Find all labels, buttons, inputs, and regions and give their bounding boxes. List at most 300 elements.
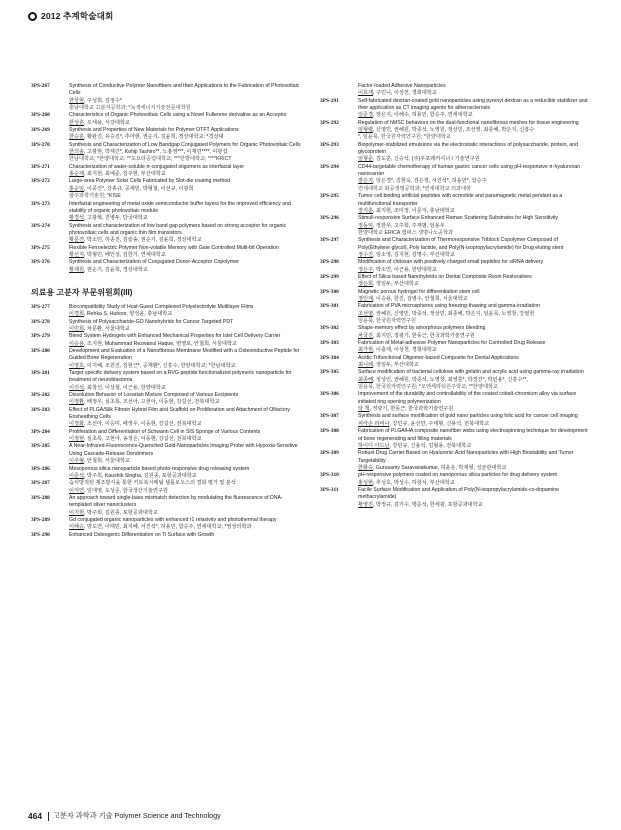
poster-code: 3PS-301 <box>320 303 339 310</box>
presenter-name: 조선영 <box>358 310 374 317</box>
poster-entry <box>320 391 590 413</box>
coauthors: , 신영민, 권혜원, 박종석, 노영원, 정상민, 조선영, 최종해, 박은지, 신흥수 <box>373 127 535 134</box>
coauthors: , 정임두, 부산대학교 <box>373 281 419 288</box>
poster-code: 3PS-308 <box>320 428 339 435</box>
presenter-name: 황재원 <box>69 266 85 273</box>
poster-code: 3PS-294 <box>320 163 339 170</box>
right-column <box>320 83 590 509</box>
poster-code: 3PS-280 <box>31 348 50 354</box>
entry-title: 습식방적된 제조방식을 통한 키토복시메틸 셀룰로오스의 결화 평가 및 분석 <box>69 480 236 487</box>
entry-body <box>69 370 301 392</box>
entry-body <box>69 495 301 517</box>
coauthors: , 고광혁, 진병두, 단국대학교 <box>84 215 148 222</box>
poster-entry <box>31 407 301 429</box>
coauthors: , 정상민, 권혜원, 박종석, 노영창, 최영훈*, 박경진*, 박민용*, 신흥수**, <box>373 376 528 383</box>
coauthors: , 박주희, Kaushik Singha, 김원종, 포항공과대학교 <box>84 472 197 479</box>
poster-entry <box>31 333 301 348</box>
poster-code: 3PS-303 <box>320 340 339 347</box>
entry-body <box>358 193 590 215</box>
coauthors: , 이승용, 한진, 김병수, 안철희, 서울대학교 <box>373 295 468 302</box>
entry-body <box>69 112 301 127</box>
poster-entry <box>320 487 590 509</box>
poster-entry <box>31 348 301 370</box>
poster-code: 3PS-291 <box>320 97 339 104</box>
journal-name: 고분자 과학과 기술 Polymer Science and Technology <box>52 811 221 820</box>
entry-title: Synthesis and Characterization of Conjugated Donor-Acceptor Copolymer <box>69 259 239 266</box>
coauthors: , 최지현, 조미정, 이문지, 충남대학교 <box>373 207 455 214</box>
poster-entry <box>31 142 301 164</box>
entry-body <box>69 223 301 245</box>
entry-body <box>358 391 590 413</box>
entry-continuation <box>320 83 590 98</box>
entry-authors <box>358 252 590 259</box>
coauthors: , 주성희, 김정수* <box>84 97 122 104</box>
entry-authors <box>69 510 301 517</box>
entry-continuation-authors <box>358 90 590 97</box>
poster-entry <box>31 83 301 112</box>
poster-entry <box>320 142 590 164</box>
entry-authors <box>69 363 301 370</box>
entry-body <box>69 392 301 407</box>
entry-body <box>69 429 301 444</box>
entry-body <box>69 178 301 200</box>
coauthors: , Gurusamy Saravanakumar, 허윤운, 박재형, 성균관대학교 <box>373 464 507 471</box>
entry-authors <box>69 215 301 222</box>
footer-divider <box>48 812 49 821</box>
poster-entry <box>31 164 301 179</box>
entry-body <box>69 517 301 532</box>
coauthors: , 임은경*, 김현욱, 김은정, 서진석*, 허용민*, 함승주 <box>373 178 487 185</box>
presenter-name: 한상현 <box>69 97 85 104</box>
entry-authors <box>69 252 301 259</box>
coauthors: , 임소영, 김지현, 김명수, 부산대학교 <box>373 251 455 258</box>
presenter-name: 정인재 <box>358 295 374 302</box>
entry-authors <box>358 465 590 472</box>
entry-title: Blend System Hydrogels with Enhanced Mechanical Properties for Islet Cell Delivery Carrier <box>69 333 281 340</box>
coauthors: , 박소연, 이근용, 한양대학교 <box>373 266 437 273</box>
presenter-name: 정수진 <box>358 251 374 258</box>
poster-entry <box>320 340 590 355</box>
presenter-name: 장지훈 <box>358 207 374 214</box>
poster-entry <box>320 259 590 274</box>
entry-authors <box>358 311 590 318</box>
entry-authors <box>69 436 301 443</box>
entry-authors <box>69 421 301 428</box>
entry-body <box>69 142 301 164</box>
entry-affiliation: 한남대학교; *한양대학교; **도요타공업대학교; ***한밭대학교; ****KRICT <box>69 156 232 163</box>
entry-authors <box>69 171 301 178</box>
coauthors: , 임대영, 도성준, 한국생산기술연구원 <box>84 487 168 494</box>
entry-affiliation: 광주과학기술원; *KISE <box>69 193 121 200</box>
entry-body <box>358 450 590 472</box>
poster-code: 3PS-295 <box>320 193 339 200</box>
entry-title: Characterization of water-soluble π-conjugated oligomers as interfacial layer <box>69 163 245 170</box>
entry-title: Flexible Ferroelectric Polymer Non-volatile Memory with Gate Controlled Multi-bit Operation <box>69 244 279 251</box>
entry-title: Synthesis and Characterization of Low Bandgap Conjugated Polymers for Organic Photovoltaic Cells <box>69 141 301 148</box>
presenter-name: 이지현 <box>69 509 85 516</box>
poster-entry <box>320 413 590 428</box>
poster-code: 3PS-296 <box>320 215 339 222</box>
entry-body <box>358 259 590 274</box>
page-number: 464 <box>28 811 42 821</box>
entry-title: Biocompatibility Study of Host-Guest Complexed Polyelectrolyte Multilayer Films <box>69 303 254 310</box>
presenter-name: 최가현 <box>358 347 374 354</box>
entry-title: Target specific delivery system based on a RVG peptide functionalized polymeric nanoparticle for treatment of neuroblastoma <box>69 370 292 384</box>
entry-body <box>69 201 301 223</box>
poster-code: 3PS-285 <box>31 443 50 450</box>
presenter-name: 이의석 <box>69 384 85 391</box>
coauthors: , 박형민, 배인성, 김한기, 연세대학교 <box>84 251 166 258</box>
entry-body <box>358 472 590 487</box>
coauthors: , 이종진*, 강총규, 공재민, 박형철, 이선규, 이광희 <box>84 185 194 192</box>
entry-affiliation: 한양대학교 ERICA 캠퍼스 생명나노공학과 <box>358 229 454 236</box>
coauthors: , 박주희, 김원종, 포항공과대학교 <box>84 509 158 516</box>
poster-entry <box>320 164 590 193</box>
poster-code: 3PS-279 <box>31 333 50 340</box>
entry-body <box>69 259 301 274</box>
entry-title: Synthesis and Characterization of Thermoresponsive Triblock Copolymer Composed of Poly(Ethylene glycol), Poly lactide, and Poly(N-isopropylacrylamide) for Drug eluting stent <box>358 237 564 251</box>
presenter-name: 홍순재 <box>69 171 85 178</box>
left-column <box>31 83 301 539</box>
poster-entry <box>320 215 590 237</box>
coauthors: , 배정우, 심초록, 조선아, 고현아, 이동현, 강길선, 전북대학교 <box>84 399 220 406</box>
entry-body <box>358 289 590 304</box>
entry-title: Fabrication of PVA microspheres using freezing-thawing and gamma-irradiation <box>358 303 540 310</box>
coauthors: , 최창선, 이상철, 이근용, 한양대학교 <box>84 384 166 391</box>
entry-authors <box>69 98 301 105</box>
entry-affiliation: 임윤묵, 한국원자력연구원; *오엔세라티원주학교; **한양대학교 <box>358 384 498 391</box>
entry-title: Interfacial engineering of metal oxide semiconductor buffer layers for the improved efficiency and stability of organic photovoltaic module <box>69 200 291 214</box>
coauthors: , 이지혜, 조원진, 김현근*, 공재환*, 신흥수, 한양대학교; *한남대학교 <box>84 362 236 369</box>
entry-body <box>358 355 590 370</box>
presenter-name: 정은주 <box>358 266 374 273</box>
entry-title: Facile Surface Modification and Application of Poly(N-isopropylacrylamide-co-dopamine methacrylamide) <box>358 486 559 501</box>
entry-authors <box>358 156 590 163</box>
entry-affiliation: *, 임윤묵, 한국원자력연구원; *한양대학교 <box>358 134 451 141</box>
poster-code: 3PS-268 <box>31 112 50 119</box>
entry-title: Biopolymer-stabilized emulsions via the electrostatic interactions of polysaccharide, protein, and glycoprotein <box>358 141 579 156</box>
entry-authors <box>358 178 590 185</box>
poster-code: 3PS-276 <box>31 259 50 266</box>
entry-authors <box>358 362 590 369</box>
entry-authors <box>358 406 590 413</box>
poster-entry <box>31 201 301 223</box>
entry-title: Tumor cell binding artificial peptides with ocreotide and paramagnetic metal pendant as a multifunctional transporter <box>358 193 563 207</box>
coauthors: , 최지민, 정광기, 한동근, 한국과학기술연구원 <box>373 332 475 339</box>
poster-code: 3PS-297 <box>320 237 339 244</box>
entry-title: Synthesis of Polysaccharide-GO Nanohybrids for Cancer Targeted PDT <box>69 318 234 325</box>
entry-authors <box>69 488 301 495</box>
presenter-name: 임형렬 <box>358 127 374 134</box>
poster-entry <box>31 304 301 319</box>
entry-authors <box>69 385 301 392</box>
presenter-name: 탁 책 <box>358 406 370 413</box>
coauthors: , 고광현, 박재건*, Kohiji Tashiro**, 노홍영***, 이재민****, 이광섭 <box>84 149 228 156</box>
poster-entry <box>320 237 590 259</box>
poster-entry <box>31 517 301 532</box>
entry-authors <box>69 458 301 465</box>
presenter-name: 황선지 <box>69 251 85 258</box>
entry-body <box>69 164 301 179</box>
coauthors: , 안철희, 서울대학교 <box>84 458 130 465</box>
poster-code: 3PS-288 <box>31 494 50 501</box>
poster-code: 3PS-282 <box>31 392 50 399</box>
poster-code: 3PS-274 <box>31 222 50 229</box>
entry-title: Proliferation and Differentiation of Schwann Cell in SIS Sponge of Various Contents <box>69 428 261 435</box>
presenter-name: 이영호 <box>69 362 85 369</box>
poster-code: 3PS-286 <box>31 465 50 472</box>
coauthors: , 강민규, 윤선민, 구태형, 신용석, 전북대학교 <box>389 420 490 427</box>
poster-entry <box>31 466 301 481</box>
coauthors: , 조선아, 이응미, 배정우, 이동현, 강길선, 전북대학교 <box>84 421 202 428</box>
poster-entry <box>320 193 590 215</box>
entry-title: Effect of Silica based Nanohybrids on Dental Composite Resin Restoratives <box>358 273 532 280</box>
presenter-name: 홍순일 <box>69 185 85 192</box>
entry-authors <box>358 333 590 340</box>
entry-title: Modification of chitosan with positively charged small peptides for siRNA delivery <box>358 259 544 266</box>
entry-body <box>358 413 590 428</box>
poster-code: 3PS-289 <box>31 516 50 523</box>
coauthors: , 방도연, 이태민, 최지혜, 서진석*, 허용민, 함승주, 연세대학교; *영상의학과 <box>84 524 252 531</box>
entry-title: Regulation of hMSC behaviors on the dual-functional nanofibrous meshes for tissue engineering <box>358 119 579 126</box>
entry-authors <box>69 120 301 127</box>
poster-code: 3PS-267 <box>31 83 50 89</box>
coauthors: , 강민규, 신용석, 김형용, 전북대학교 <box>389 442 472 449</box>
presenter-name: 이주형 <box>69 458 85 465</box>
presenter-name: 하이디 아드난 <box>358 442 390 449</box>
entry-affiliation: 임윤묵, 한국원자력연구원 <box>358 318 417 324</box>
entry-body <box>69 83 301 112</box>
presenter-name: 차국진 <box>358 332 374 339</box>
presenter-name: 임준경 <box>358 112 374 119</box>
entry-title: Characteristics of Organic Photovoltaic Cells using a Novel Fullerene derivative as an Acceptor <box>69 112 287 119</box>
coauthors: , 차문환, 서울대학교 <box>84 325 130 332</box>
entry-title: Robust Drug Carrier Based on Hyaluronic Acid Nanoparticles with High Biostability and Tumor Targetability <box>358 450 574 464</box>
entry-authors <box>69 311 301 318</box>
poster-code: 3PS-290 <box>31 531 50 538</box>
poster-entry <box>320 325 590 340</box>
entry-body <box>69 319 301 334</box>
poster-entry <box>320 450 590 472</box>
entry-affiliation: 연세대학교 화공생명공학과; *연세대학교 의과대학 <box>358 185 472 192</box>
entry-title: Synthesis of Conductive Polymer Nanofibers and their Applications to the Fabrication of Photovoltaic Cells <box>69 83 300 97</box>
entry-title: Dissolution Behavior of Losartan Mixture Composed of Various Excipients <box>69 392 239 399</box>
poster-entry <box>31 223 301 245</box>
entry-list-left-part2 <box>31 304 301 539</box>
entry-authors <box>69 326 301 333</box>
presenter-name: 이민희 <box>69 325 85 332</box>
entry-authors <box>358 223 590 230</box>
entry-title: Gd conjugated organic nanoparticles with enhanced r1 relaxivity and photothermal therapy <box>69 516 277 523</box>
coauthors: , 정임두, 부산대학교 <box>373 362 419 369</box>
presenter-name: 장은지 <box>358 178 374 185</box>
entry-title: Synthesis and Properties of New Materials for Polymer OTFT Applications <box>69 127 239 134</box>
entry-body <box>69 333 301 348</box>
entry-authors <box>358 502 590 509</box>
entry-title: Surface modification of bacterial cellulose with gelatin and acrylic acid using gamma-ray irradiation <box>358 369 584 376</box>
entry-title: Mesoporous silica nanoparticle based photo-responsive drug releasing system <box>69 465 250 472</box>
coauthors: , 권순기, 김윤희, 경상대학교 <box>84 266 148 273</box>
poster-code: 3PS-293 <box>320 141 339 148</box>
entry-title: Magnetic porous hydrogel for differentiation stem cell <box>358 288 480 295</box>
entry-title: Large-area Polymer Solar Cells Fabricated by Slot-die coating method <box>69 178 231 185</box>
presenter-name: 정동익 <box>358 222 374 229</box>
poster-entry <box>320 274 590 289</box>
poster-entry <box>31 112 301 127</box>
section-title: 의료용 고분자 부문위원회(III) <box>31 287 133 297</box>
poster-entry <box>31 429 301 444</box>
entry-title: Self-fabricated dextran-coated gold nanoparticles using pyrenyl dextran as a reducible stabilizer and their application as CT imaging agents for atherosclerosis <box>358 97 588 112</box>
entry-title: Improvement of the durability and controllability of the coated cobalt-chromium alloy via surface initiated ring opening polymerization <box>358 391 577 405</box>
entry-body <box>69 407 301 429</box>
poster-code: 3PS-292 <box>320 119 339 126</box>
poster-code: 3PS-299 <box>320 273 339 280</box>
poster-code: 3PS-311 <box>320 486 339 493</box>
poster-entry <box>31 532 301 539</box>
poster-entry <box>31 392 301 407</box>
entry-body <box>69 443 301 465</box>
poster-entry <box>320 303 590 325</box>
entry-title: CD44-targetable chemotherapy of human gastric cancer cells using pH-responsive π-hyaluronan nanocarrier <box>358 163 581 178</box>
coauthors: , 구민니, 이상천, 경희대학교 <box>373 90 437 97</box>
entry-title: Synthesis and surface modification of gold nano particles using folic acid for cancer cell imaging <box>358 413 578 420</box>
poster-entry <box>320 472 590 487</box>
entry-title: Synthesis and characterization of low band gap polymers based on strong acceptor for organic photovoltaic cells and organic thin film transistors <box>69 222 287 236</box>
poster-code: 3PS-307 <box>320 413 339 420</box>
poster-entry <box>31 127 301 142</box>
coauthors: , 황완진, 유승진*, 추아현, 권순기, 김윤희, 경상대학교; *경상대 <box>84 134 224 141</box>
page-header <box>28 9 113 23</box>
entry-title: pH-responsive polymers coated on nanoporous silica particles for drug delivery system <box>358 472 558 479</box>
poster-entry <box>320 98 590 120</box>
entry-authors <box>69 341 301 348</box>
entry-authors <box>358 347 590 354</box>
entry-authors <box>358 281 590 288</box>
entry-authors <box>358 267 590 274</box>
poster-entry <box>31 319 301 334</box>
entry-authors <box>69 134 301 141</box>
poster-entry <box>31 495 301 517</box>
presenter-name: 한의솔 <box>69 149 85 156</box>
poster-code: 3PS-273 <box>31 200 50 207</box>
poster-code: 3PS-287 <box>31 480 50 487</box>
poster-code: 3PS-309 <box>320 450 339 457</box>
presenter-name: 임형준 <box>358 156 374 163</box>
presenter-name: 이정화 <box>69 421 85 428</box>
entry-title: Effect of PLGA/Silk Fibroin Hybrid Film and Scaffold on Proliferation and Attachment of Olfactory Ensheathing Cells <box>69 406 290 421</box>
poster-code: 3PS-283 <box>31 406 50 413</box>
entry-title: Fabrication of PLGA/HA composite nanofiber webs using electrospinning technique for development of bone regenerating and filling materials <box>358 428 588 442</box>
entry-title: Acidic Trifunctional Oligomer-based Composite for Dental Applications <box>358 354 519 361</box>
presenter-name: 이경희 <box>69 311 85 318</box>
coauthors: , 추성호, 박성수, 하창식, 부산대학교 <box>373 479 455 486</box>
poster-code: 3PS-275 <box>31 244 50 251</box>
presenter-name: 한화승 <box>358 464 374 471</box>
entry-body <box>358 237 590 259</box>
entry-authors <box>358 421 590 428</box>
coauthors: , 오세용, 서강대학교 <box>84 119 130 126</box>
poster-code: 3PS-306 <box>320 391 339 398</box>
presenter-name: 황영진 <box>358 501 374 508</box>
presenter-name: 피아손 라비나 <box>358 420 390 427</box>
presenter-name: 이승용 <box>69 340 85 347</box>
entry-title: Shape-memory effect by amorphous polymers blending <box>358 325 486 332</box>
coauthors: , 박정규, 김기수, 맹준석, 한세광, 포항공과대학교 <box>373 501 483 508</box>
entry-body <box>358 98 590 120</box>
presenter-name: 한승훈 <box>69 134 85 141</box>
entry-body <box>358 142 590 164</box>
entry-authors <box>358 208 590 215</box>
coauthors: , 조지현, Muhammad Rezwanul Haque, 변영로, 안철희, 서울대학교 <box>84 340 237 347</box>
poster-entry <box>31 443 301 465</box>
poster-code: 3PS-277 <box>31 303 50 310</box>
presenter-name: 정은희 <box>358 281 374 288</box>
presenter-name: 이정환 <box>69 399 85 406</box>
coauthors: , 장은지, 이해수, 허용민, 함승주, 연세대학교 <box>373 112 473 119</box>
entry-body <box>358 215 590 237</box>
presenter-name: 한성훈 <box>69 119 85 126</box>
presenter-name: 이준석 <box>69 472 85 479</box>
poster-code: 3PS-284 <box>31 428 50 435</box>
entry-continuation-title: Factor-loaded Adhesive Nanoparticles <box>358 83 446 89</box>
presenter-name: 이정현 <box>69 436 85 443</box>
presenter-name: 이지연 <box>69 487 85 494</box>
coauthors: , 최지현, 최예준, 김주현, 부산대학교 <box>84 171 166 178</box>
entry-title: A Near-Infrared-Fluorescence-Quenched Gold-Nanoparticles Imaging Probe with Hypoxia-Sensitive Using Cascade-Release Dendrimers <box>69 443 298 457</box>
presenter-name: 이해승 <box>69 524 85 531</box>
poster-code: 3PS-300 <box>320 288 339 295</box>
entry-authors <box>69 524 301 531</box>
poster-code: 3PS-278 <box>31 318 50 325</box>
entry-body <box>69 304 301 319</box>
entry-authors <box>358 112 590 119</box>
poster-entry <box>31 245 301 260</box>
entry-body <box>358 164 590 193</box>
entry-authors <box>358 480 590 487</box>
poster-code: 3PS-270 <box>31 141 50 148</box>
coauthors: , 정광기, 한동근, 한국과학기술연구원 <box>369 406 454 413</box>
poster-entry <box>320 355 590 370</box>
presenter-name: 황문진 <box>69 237 85 244</box>
presenter-name: 이효재 <box>358 90 374 97</box>
poster-entry <box>320 120 590 142</box>
presenter-name: 최종해 <box>358 376 374 383</box>
entry-body <box>69 348 301 370</box>
entry-title: Development and Evaluation of a Nanofibrous Membrane Modified with a Osteoinductive Peptide for Guided Bone Regeneration <box>69 348 300 362</box>
poster-entry <box>320 289 590 304</box>
page-footer <box>28 811 221 821</box>
entry-body <box>358 303 590 325</box>
entry-authors <box>69 237 301 244</box>
header-title: 2012 추계학술대회 <box>41 11 114 21</box>
entry-body <box>69 127 301 142</box>
coauthors: , 정한우, 고주희, 주재범, 임용우 <box>373 222 445 229</box>
entry-title: Fabrication of Metal-adhesive Polymer Nanoparticles for Controlled Drug Release <box>358 340 546 347</box>
poster-entry <box>320 428 590 450</box>
entry-body <box>69 480 301 495</box>
poster-code: 3PS-302 <box>320 325 339 332</box>
entry-body <box>69 532 301 539</box>
entry-authors <box>69 399 301 406</box>
presenter-name: 홍성현 <box>358 479 374 486</box>
entry-authors <box>358 377 590 384</box>
poster-code: 3PS-305 <box>320 369 339 376</box>
poster-entry <box>31 259 301 274</box>
poster-entry <box>31 178 301 200</box>
entry-body <box>69 466 301 481</box>
coauthors: , 이출재, 이상천, 경희대학교 <box>373 347 437 354</box>
poster-code: 3PS-298 <box>320 259 339 266</box>
